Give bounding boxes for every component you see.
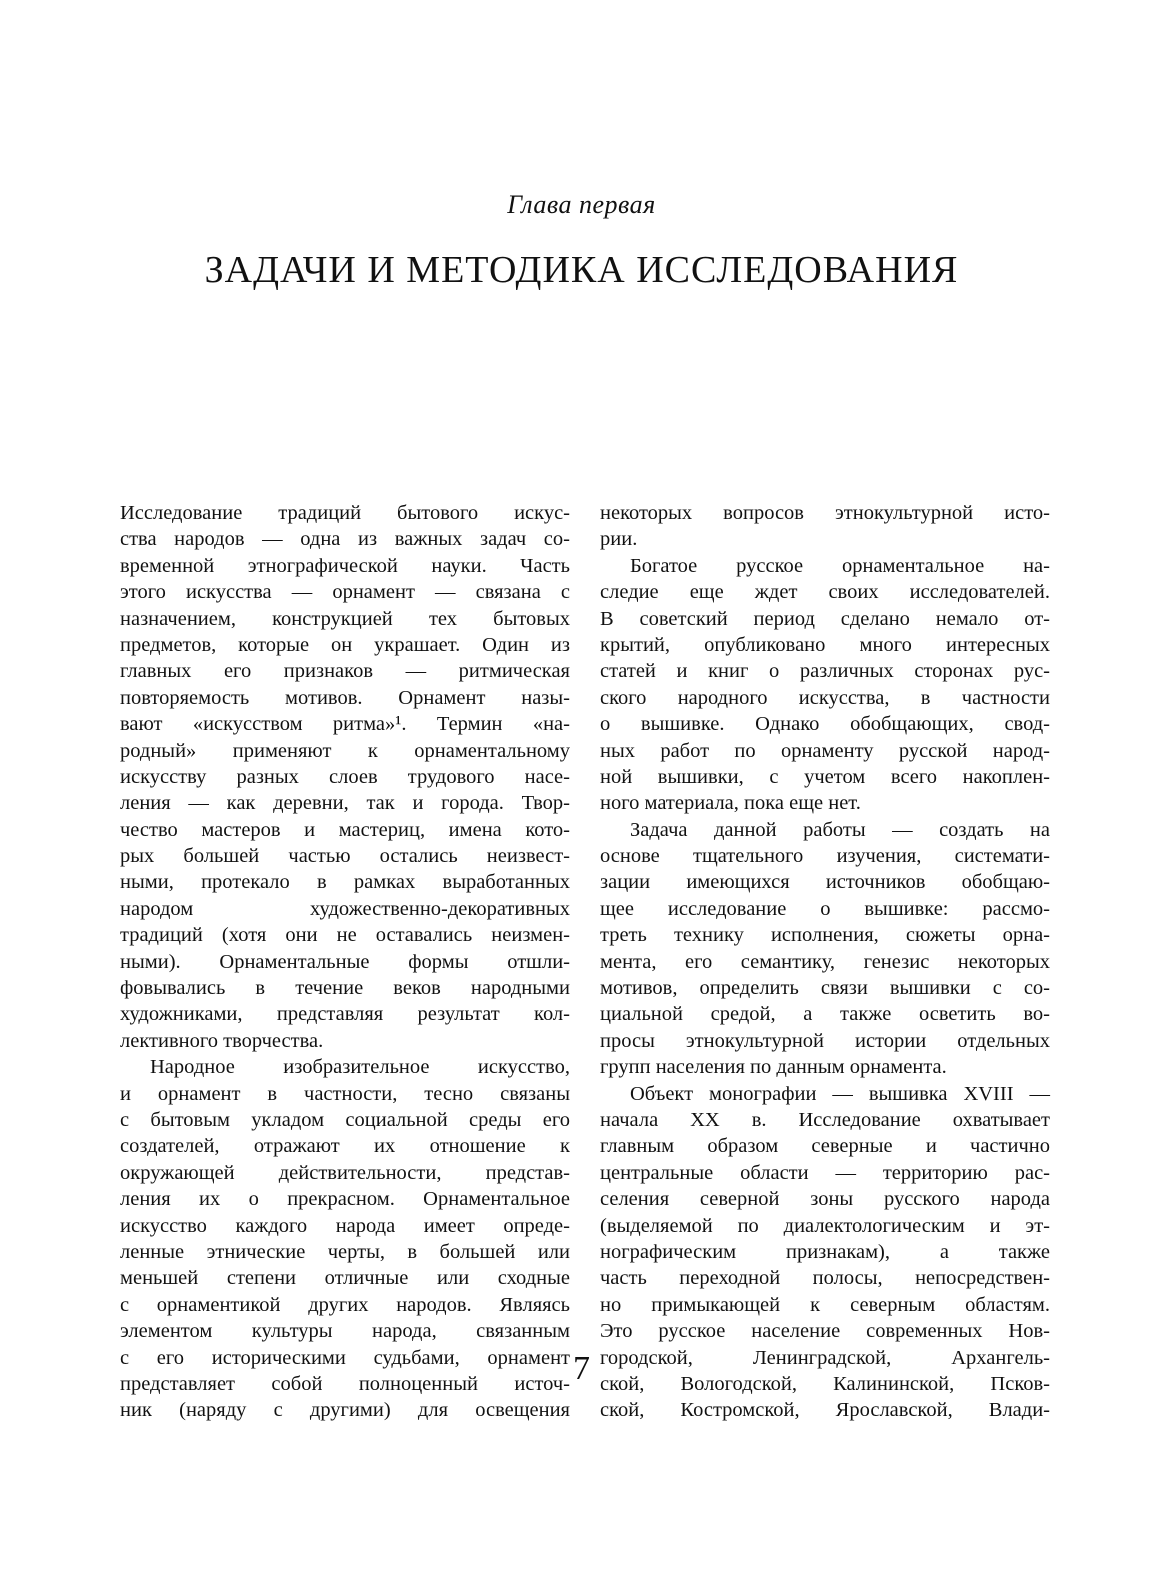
text-line: ного материала, пока еще нет. xyxy=(600,792,861,815)
text-line: создателей, отражают их отношение к xyxy=(120,1135,570,1158)
text-line: селения северной зоны русского народа xyxy=(600,1188,1050,1211)
text-line: крытий, опубликовано много интересных xyxy=(600,633,1050,656)
text-line: рии. xyxy=(600,528,638,551)
page-number: 7 xyxy=(573,1350,590,1387)
text-line: рых большей частью остались неизвест- xyxy=(120,845,570,868)
chapter-title: ЗАДАЧИ И МЕТОДИКА ИССЛЕДОВАНИЯ xyxy=(204,249,959,291)
text-line: главных его признаков — ритмическая xyxy=(120,660,570,683)
text-line: главным образом северные и частично xyxy=(600,1135,1050,1158)
text-line: и орнамент в частности, тесно связаны xyxy=(120,1082,570,1105)
text-line: повторяемость мотивов. Орнамент назы- xyxy=(120,686,570,709)
text-line: зации имеющихся источников обобщаю- xyxy=(600,871,1050,894)
text-line: фовывались в течение веков народными xyxy=(120,977,570,1000)
text-line: художниками, представляя результат кол- xyxy=(120,1003,570,1026)
text-line: вают «искусством ритма»¹. Термин «на- xyxy=(120,713,570,736)
text-line: некоторых вопросов этнокультурной исто- xyxy=(600,502,1050,524)
text-line: просы этнокультурной истории отдельных xyxy=(600,1029,1050,1052)
text-line: следие еще ждет своих исследователей. xyxy=(600,581,1050,604)
text-line: начала XX в. Исследование охватывает xyxy=(600,1108,1050,1131)
text-line: ник (наряду с другими) для освещения xyxy=(120,1399,570,1422)
text-line: но примыкающей к северным областям. xyxy=(600,1293,1050,1316)
text-line: с орнаментикой других народов. Являясь xyxy=(120,1293,570,1316)
chapter-label: Глава первая xyxy=(507,190,656,219)
text-line: ления — как деревни, так и города. Твор- xyxy=(120,792,570,815)
text-line: родный» применяют к орнаментальному xyxy=(120,739,570,762)
text-line: этого искусства — орнамент — связана с xyxy=(120,581,570,604)
text-line: (выделяемой по диалектологическим и эт- xyxy=(600,1214,1050,1237)
text-line: Объект монографии — вышивка XVIII — xyxy=(630,1082,1050,1105)
text-line: народом художественно-декоративных xyxy=(120,897,570,920)
text-line: щее исследование о вышивке: рассмо- xyxy=(600,897,1050,920)
text-line: с его историческими судьбами, орнамент xyxy=(120,1346,570,1369)
text-line: Это русское население современных Нов- xyxy=(600,1320,1050,1343)
right-text-column xyxy=(600,500,1050,1424)
text-line: ства народов — одна из важных задач со- xyxy=(120,528,570,551)
text-line: с бытовым укладом социальной среды его xyxy=(120,1108,570,1131)
text-line: искусству разных слоев трудового насе- xyxy=(120,765,570,788)
text-line: ской, Вологодской, Калининской, Псков- xyxy=(600,1372,1050,1395)
text-line: часть переходной полосы, непосредствен- xyxy=(600,1267,1050,1290)
text-line: меньшей степени отличные или сходные xyxy=(120,1267,570,1290)
text-line: основе тщательного изучения, системати- xyxy=(600,845,1050,868)
text-line: циальной средой, а также осветить во- xyxy=(600,1003,1050,1026)
text-line: ных работ по орнаменту русской народ- xyxy=(600,739,1050,762)
text-line: городской, Ленинградской, Архангель- xyxy=(600,1346,1050,1369)
text-line: ными). Орнаментальные формы отшли- xyxy=(120,950,570,973)
text-line: представляет собой полноценный источ- xyxy=(120,1372,570,1395)
text-line: мотивов, определить связи вышивки с со- xyxy=(600,977,1050,1000)
text-line: лективного творчества. xyxy=(120,1029,324,1052)
text-line: В советский период сделано немало от- xyxy=(600,607,1050,630)
text-line: окружающей действительности, представ- xyxy=(120,1161,570,1184)
text-line: искусство каждого народа имеет опреде- xyxy=(120,1214,570,1237)
text-line: мента, его семантику, генезис некоторых xyxy=(600,950,1050,973)
text-line: предметов, которые он украшает. Один из xyxy=(120,633,570,656)
text-line: ского народного искусства, в частности xyxy=(600,686,1050,709)
text-line: ленные этнические черты, в большей или xyxy=(120,1240,570,1263)
text-line: Богатое русское орнаментальное на- xyxy=(630,554,1050,577)
text-line: ной вышивки, с учетом всего накоплен- xyxy=(600,765,1050,788)
text-line: о вышивке. Однако обобщающих, свод- xyxy=(600,713,1050,736)
text-line: чество мастеров и мастериц, имена кото- xyxy=(120,818,570,841)
text-line: центральные области — территорию рас- xyxy=(600,1161,1050,1184)
text-line: ными, протекало в рамках выработанных xyxy=(120,871,570,894)
text-line: традиций (хотя они не оставались неизмен- xyxy=(120,924,570,947)
text-line: статей и книг о различных сторонах рус- xyxy=(600,660,1050,683)
text-line: групп населения по данным орнамента. xyxy=(600,1056,947,1079)
text-line: нографическим признакам), а также xyxy=(600,1240,1050,1263)
text-line: элементом культуры народа, связанным xyxy=(120,1320,570,1343)
left-text-column xyxy=(120,500,570,1424)
text-line: Задача данной работы — создать на xyxy=(630,818,1050,841)
text-line: ления их о прекрасном. Орнаментальное xyxy=(120,1188,570,1211)
text-line: временной этнографической науки. Часть xyxy=(120,554,570,577)
text-line: Народное изобразительное искусство, xyxy=(150,1056,570,1079)
text-line: треть технику исполнения, сюжеты орна- xyxy=(600,924,1050,947)
text-line: назначением, конструкцией тех бытовых xyxy=(120,607,570,630)
text-line: ской, Костромской, Ярославской, Влади- xyxy=(600,1399,1050,1422)
text-line: Исследование традиций бытового искус- xyxy=(120,502,570,524)
